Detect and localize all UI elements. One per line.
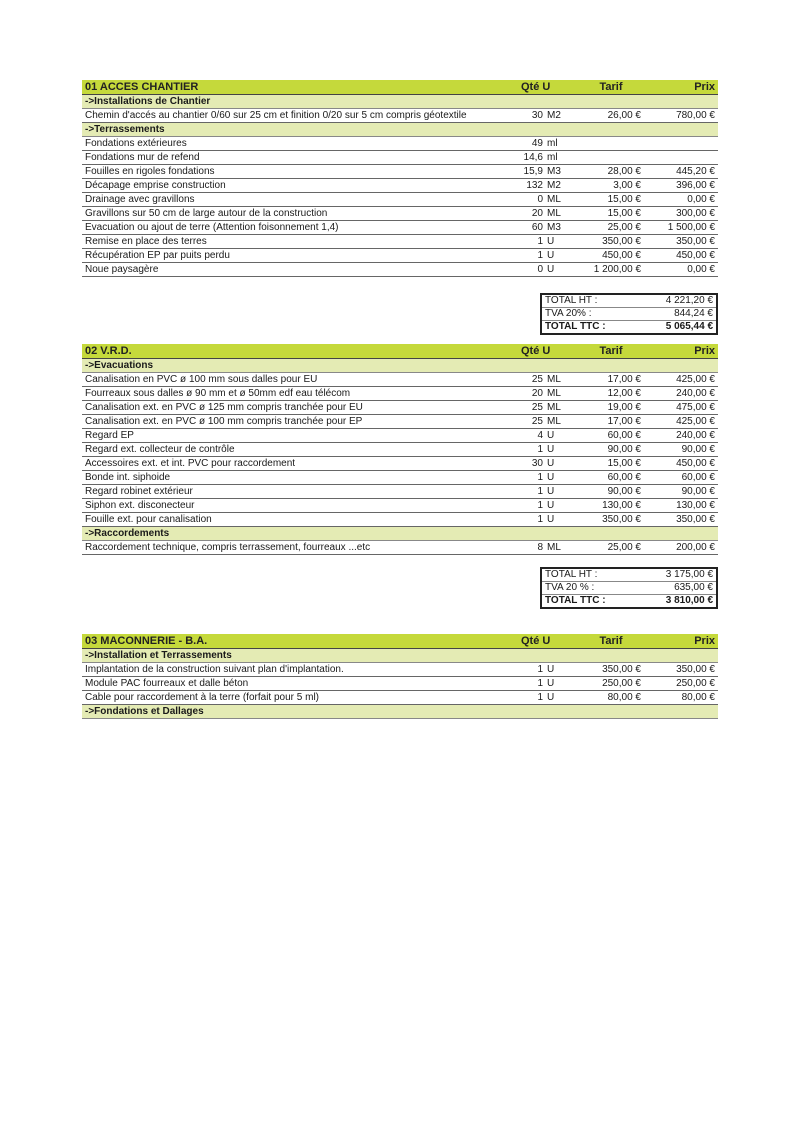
group-header: ->Evacuations: [82, 359, 718, 373]
row-prix: 0,00 €: [687, 264, 715, 275]
row-tarif: 250,00 €: [602, 678, 641, 689]
totals-value: 4 221,20 €: [665, 295, 713, 306]
tarif-column-header: Tarif: [599, 81, 623, 93]
prix-column-header: Prix: [694, 345, 715, 357]
totals-label: TOTAL TTC :: [545, 321, 606, 332]
totals-box: [540, 567, 718, 609]
row-qty: 25: [531, 416, 543, 427]
row-prix: 90,00 €: [681, 486, 715, 497]
row-unit: ML: [547, 542, 561, 553]
section-title: 03 MACONNERIE - B.A.: [85, 635, 208, 647]
row-qty: 1: [537, 250, 543, 261]
row-prix: 200,00 €: [676, 542, 715, 553]
row-qty: 20: [531, 208, 543, 219]
row-label: Canalisation en PVC ø 100 mm sous dalles pour EU: [85, 374, 318, 385]
row-prix: 780,00 €: [676, 110, 715, 121]
row-qty: 14,6: [523, 152, 543, 163]
row-prix: 350,00 €: [676, 236, 715, 247]
row-label: Récupération EP par puits perdu: [85, 250, 230, 261]
row-qty: 1: [537, 500, 543, 511]
totals-value: 3 175,00 €: [665, 569, 713, 580]
qty-column-header: Qté U: [521, 635, 551, 647]
row-prix: 240,00 €: [676, 388, 715, 399]
row-prix: 300,00 €: [676, 208, 715, 219]
table-row: [82, 137, 718, 151]
row-unit: U: [547, 264, 555, 275]
row-prix: 0,00 €: [687, 194, 715, 205]
totals-value: 844,24 €: [674, 308, 713, 319]
table-row: [82, 165, 718, 179]
row-qty: 49: [531, 138, 543, 149]
row-label: Implantation de la construction suivant plan d'implantation.: [85, 664, 344, 675]
row-unit: U: [547, 486, 555, 497]
table-row: [82, 485, 718, 499]
row-prix: 80,00 €: [681, 692, 715, 703]
row-unit: ML: [547, 388, 561, 399]
section-2: [82, 344, 718, 609]
row-qty: 30: [531, 458, 543, 469]
row-prix: 450,00 €: [676, 250, 715, 261]
row-prix: 475,00 €: [676, 402, 715, 413]
totals-row: [542, 595, 716, 607]
row-label: Accessoires ext. et int. PVC pour raccordement: [85, 458, 296, 469]
row-unit: U: [547, 250, 555, 261]
group-header: ->Installation et Terrassements: [82, 649, 718, 663]
row-unit: U: [547, 692, 555, 703]
row-qty: 4: [537, 430, 543, 441]
row-tarif: 28,00 €: [607, 166, 641, 177]
table-row: [82, 373, 718, 387]
row-unit: M3: [547, 166, 561, 177]
row-label: Regard robinet extérieur: [85, 486, 193, 497]
row-unit: U: [547, 236, 555, 247]
row-unit: ML: [547, 402, 561, 413]
row-tarif: 90,00 €: [607, 486, 641, 497]
row-prix: 1 500,00 €: [667, 222, 715, 233]
row-qty: 15,9: [523, 166, 543, 177]
row-label: Fouilles en rigoles fondations: [85, 166, 215, 177]
row-prix: 90,00 €: [681, 444, 715, 455]
table-row: [82, 499, 718, 513]
totals-label: TOTAL TTC :: [545, 595, 606, 606]
row-label: Noue paysagère: [85, 264, 159, 275]
row-prix: 130,00 €: [676, 500, 715, 511]
row-unit: U: [547, 514, 555, 525]
row-label: Décapage emprise construction: [85, 180, 226, 191]
table-row: [82, 207, 718, 221]
group-header: ->Terrassements: [82, 123, 718, 137]
row-prix: 350,00 €: [676, 664, 715, 675]
row-prix: 396,00 €: [676, 180, 715, 191]
row-label: Canalisation ext. en PVC ø 100 mm compris tranchée pour EP: [85, 416, 363, 427]
row-qty: 25: [531, 402, 543, 413]
tarif-column-header: Tarif: [599, 345, 623, 357]
row-label: Remise en place des terres: [85, 236, 207, 247]
row-tarif: 130,00 €: [602, 500, 641, 511]
table-row: [82, 663, 718, 677]
group-header: ->Raccordements: [82, 527, 718, 541]
tarif-column-header: Tarif: [599, 635, 623, 647]
row-qty: 0: [537, 264, 543, 275]
row-label: Siphon ext. disconecteur: [85, 500, 195, 511]
totals-row: [542, 295, 716, 308]
row-prix: 425,00 €: [676, 374, 715, 385]
row-qty: 1: [537, 236, 543, 247]
table-row: [82, 429, 718, 443]
row-unit: U: [547, 430, 555, 441]
row-prix: 425,00 €: [676, 416, 715, 427]
row-label: Fondations mur de refend: [85, 152, 200, 163]
row-label: Raccordement technique, compris terrassement, fourreaux ...etc: [85, 542, 371, 553]
totals-box: [540, 293, 718, 335]
totals-label: TOTAL HT :: [545, 569, 598, 580]
row-label: Evacuation ou ajout de terre (Attention foisonnement 1,4): [85, 222, 339, 233]
table-row: [82, 235, 718, 249]
section-header: [82, 634, 718, 649]
row-tarif: 1 200,00 €: [593, 264, 641, 275]
row-prix: 250,00 €: [676, 678, 715, 689]
row-label: Gravillons sur 50 cm de large autour de la construction: [85, 208, 328, 219]
row-tarif: 450,00 €: [602, 250, 641, 261]
section-header: [82, 344, 718, 359]
row-tarif: 25,00 €: [607, 542, 641, 553]
row-tarif: 350,00 €: [602, 236, 641, 247]
table-row: [82, 471, 718, 485]
row-tarif: 3,00 €: [613, 180, 641, 191]
row-tarif: 19,00 €: [607, 402, 641, 413]
section-3: [82, 634, 718, 719]
row-qty: 132: [526, 180, 543, 191]
row-unit: ml: [547, 138, 558, 149]
row-label: Bonde int. siphoide: [85, 472, 171, 483]
table-row: [82, 443, 718, 457]
totals-label: TOTAL HT :: [545, 295, 598, 306]
qty-column-header: Qté U: [521, 345, 551, 357]
table-row: [82, 249, 718, 263]
row-tarif: 17,00 €: [607, 374, 641, 385]
row-qty: 30: [531, 110, 543, 121]
row-label: Chemin d'accés au chantier 0/60 sur 25 cm et finition 0/20 sur 5 cm compris géotextile: [85, 110, 467, 121]
table-row: [82, 109, 718, 123]
row-unit: ML: [547, 374, 561, 385]
row-qty: 1: [537, 472, 543, 483]
row-prix: 450,00 €: [676, 458, 715, 469]
totals-row: [542, 321, 716, 333]
row-qty: 1: [537, 486, 543, 497]
row-label: Fondations extérieures: [85, 138, 187, 149]
table-row: [82, 541, 718, 555]
row-prix: 240,00 €: [676, 430, 715, 441]
row-qty: 1: [537, 664, 543, 675]
table-row: [82, 151, 718, 165]
row-unit: ML: [547, 416, 561, 427]
section-header: [82, 80, 718, 95]
row-qty: 1: [537, 444, 543, 455]
table-row: [82, 263, 718, 277]
row-tarif: 15,00 €: [607, 208, 641, 219]
table-row: [82, 193, 718, 207]
row-label: Regard ext. collecteur de contrôle: [85, 444, 235, 455]
section-title: 02 V.R.D.: [85, 345, 132, 357]
qty-column-header: Qté U: [521, 81, 551, 93]
row-tarif: 350,00 €: [602, 664, 641, 675]
prix-column-header: Prix: [694, 81, 715, 93]
totals-value: 5 065,44 €: [665, 321, 713, 332]
row-unit: ml: [547, 152, 558, 163]
table-row: [82, 691, 718, 705]
row-unit: M2: [547, 110, 561, 121]
row-qty: 1: [537, 514, 543, 525]
row-tarif: 80,00 €: [607, 692, 641, 703]
totals-value: 3 810,00 €: [665, 595, 713, 606]
row-unit: U: [547, 444, 555, 455]
group-header: ->Fondations et Dallages: [82, 705, 718, 719]
row-prix: 60,00 €: [681, 472, 715, 483]
section-1: [82, 80, 718, 335]
row-qty: 1: [537, 678, 543, 689]
row-qty: 8: [537, 542, 543, 553]
section-title: 01 ACCES CHANTIER: [85, 81, 199, 93]
row-unit: ML: [547, 194, 561, 205]
row-tarif: 25,00 €: [607, 222, 641, 233]
row-qty: 1: [537, 692, 543, 703]
row-unit: M3: [547, 222, 561, 233]
table-row: [82, 457, 718, 471]
row-tarif: 26,00 €: [607, 110, 641, 121]
row-unit: U: [547, 472, 555, 483]
row-prix: 350,00 €: [676, 514, 715, 525]
row-tarif: 60,00 €: [607, 472, 641, 483]
row-tarif: 60,00 €: [607, 430, 641, 441]
row-prix: 445,20 €: [676, 166, 715, 177]
totals-label: TVA 20 % :: [545, 582, 595, 593]
table-row: [82, 415, 718, 429]
row-tarif: 15,00 €: [607, 458, 641, 469]
row-qty: 60: [531, 222, 543, 233]
row-tarif: 12,00 €: [607, 388, 641, 399]
row-label: Fourreaux sous dalles ø 90 mm et ø 50mm edf eau télécom: [85, 388, 351, 399]
totals-label: TVA 20% :: [545, 308, 592, 319]
totals-value: 635,00 €: [674, 582, 713, 593]
table-row: [82, 513, 718, 527]
row-label: Drainage avec gravillons: [85, 194, 195, 205]
row-qty: 25: [531, 374, 543, 385]
row-qty: 0: [537, 194, 543, 205]
row-tarif: 17,00 €: [607, 416, 641, 427]
table-row: [82, 677, 718, 691]
row-tarif: 350,00 €: [602, 514, 641, 525]
table-row: [82, 401, 718, 415]
row-label: Canalisation ext. en PVC ø 125 mm compris tranchée pour EU: [85, 402, 363, 413]
row-unit: U: [547, 678, 555, 689]
row-tarif: 90,00 €: [607, 444, 641, 455]
row-unit: M2: [547, 180, 561, 191]
row-unit: U: [547, 500, 555, 511]
totals-row: [542, 308, 716, 321]
table-row: [82, 179, 718, 193]
row-tarif: 15,00 €: [607, 194, 641, 205]
row-label: Fouille ext. pour canalisation: [85, 514, 212, 525]
prix-column-header: Prix: [694, 635, 715, 647]
totals-row: [542, 569, 716, 582]
table-row: [82, 221, 718, 235]
table-row: [82, 387, 718, 401]
row-label: Module PAC fourreaux et dalle béton: [85, 678, 249, 689]
row-unit: ML: [547, 208, 561, 219]
row-label: Cable pour raccordement à la terre (forfait pour 5 ml): [85, 692, 319, 703]
row-label: Regard EP: [85, 430, 134, 441]
row-unit: U: [547, 664, 555, 675]
totals-row: [542, 582, 716, 595]
row-qty: 20: [531, 388, 543, 399]
row-unit: U: [547, 458, 555, 469]
group-header: ->Installations de Chantier: [82, 95, 718, 109]
